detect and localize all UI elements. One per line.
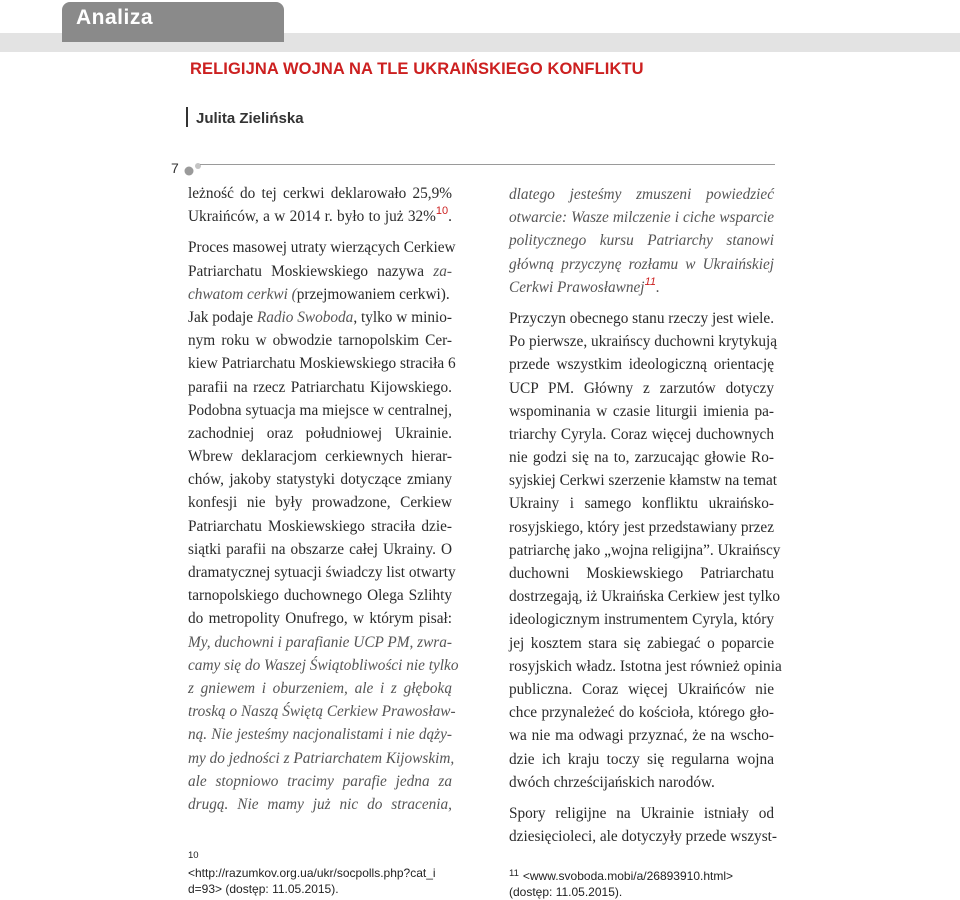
text-line: publiczna. Coraz więcej Ukraińców nie bbox=[509, 680, 774, 698]
text-line: Spory religijne na Ukrainie istniały od bbox=[509, 804, 774, 822]
text-line: UCP PM. Główny z zarzutów dotyczy bbox=[509, 379, 774, 397]
author-name: Julita Zielińska bbox=[196, 110, 304, 127]
section-tab: Analiza bbox=[62, 2, 284, 42]
text-line: Jak podaje Radio Swoboda, tylko w minio- bbox=[188, 308, 452, 326]
right-column bbox=[509, 183, 782, 848]
text-line: drugą. Nie mamy już nic do stracenia, bbox=[188, 795, 452, 813]
text-line: My, duchowni i parafianie UCP PM, zwra- bbox=[188, 633, 453, 651]
text-line: kiew Patriarchatu Moskiewskiego straciła 6 bbox=[188, 355, 456, 373]
text-line: my do jedności z Patriarchatem Kijowskim, bbox=[188, 749, 455, 767]
text-line: Proces masowej utraty wierzących Cerkiew bbox=[188, 239, 456, 257]
text-line: ideologicznym instrumentem Cyryla, który bbox=[509, 611, 774, 629]
text-line: Ukrainy i samego konfliktu ukraińsko- bbox=[509, 495, 774, 513]
footnote-ref: 11 bbox=[644, 275, 656, 288]
text-line: ale stopniowo tracimy parafie jedna za bbox=[188, 772, 452, 790]
text-line: dlatego jesteśmy zmuszeni powiedzieć bbox=[509, 186, 774, 203]
text-line: parafii na rzecz Patriarchatu Kijowskiego. bbox=[188, 378, 452, 396]
text-line: patriarchę jako „wojna religijna”. Ukraińscy bbox=[509, 541, 781, 559]
text-line: zachodniej oraz południowej Ukrainie. bbox=[188, 424, 452, 442]
text-line: ną. Nie jesteśmy nacjonalistami i nie dąży- bbox=[188, 726, 452, 744]
paragraph-gap bbox=[509, 299, 774, 307]
author-bar bbox=[186, 107, 188, 127]
header-rule bbox=[200, 164, 775, 165]
text-line: chce przynależeć do kościoła, którego gło- bbox=[509, 704, 774, 722]
text-line: rosyjskiego, który jest przedstawiany przez bbox=[509, 518, 774, 536]
text-line: nym roku w obwodzie tarnopolskim Cer- bbox=[188, 332, 452, 350]
text-line: Wbrew deklaracjom cerkiewnych hierar- bbox=[188, 448, 452, 466]
text-line: z gniewem i oburzeniem, ale i z głęboką bbox=[188, 679, 452, 697]
text-line: dwóch chrześcijańskich narodów. bbox=[509, 773, 715, 791]
text-line: do metropolity Onufrego, w którym pisał: bbox=[188, 610, 452, 628]
section-header-bar bbox=[0, 0, 960, 52]
left-column bbox=[188, 182, 459, 816]
text-line: duchowni Moskiewskiego Patriarchatu bbox=[509, 565, 774, 582]
paragraph-gap bbox=[509, 794, 774, 802]
text-line: siątki parafii na obszarze całej Ukrainy. O bbox=[188, 540, 452, 558]
text-line: dramatycznej sytuacji świadczy list otwarty bbox=[188, 564, 456, 581]
page-number: 7 bbox=[171, 160, 179, 176]
footnote-text: (dostęp: 11.05.2015). bbox=[509, 884, 623, 899]
text-line: politycznego kursu Patriarchy stanowi bbox=[509, 232, 774, 250]
footnote-ref: 10 bbox=[435, 205, 449, 218]
text-line: troską o Naszą Świętą Cerkiew Prawosław- bbox=[188, 703, 456, 721]
text-line: dzie ich kraju toczy się regularna wojna bbox=[509, 750, 774, 768]
decorative-dots-icon bbox=[182, 160, 222, 180]
footnote-text: <http://razumkov.org.ua/ukr/socpolls.php?cat_i bbox=[188, 866, 436, 880]
footnote-link: <www.svoboda.mobi/a/26893910.html> bbox=[522, 869, 734, 883]
text-line: chów, jakoby statystyki dotyczące zmiany bbox=[188, 471, 452, 489]
footnote-11 bbox=[509, 866, 733, 900]
text-line: wa nie ma odwagi przyznać, że na wscho- bbox=[509, 727, 774, 745]
paragraph-gap bbox=[188, 228, 452, 236]
text-line: tarnopolskiego duchownego Olega Szlihty bbox=[188, 587, 452, 605]
text-line: syjskiej Cerkwi szerzenie kłamstw na temat bbox=[509, 472, 778, 490]
footnote-number: 10 bbox=[188, 850, 199, 861]
text-line: Patriarchatu Moskiewskiego nazywa za- bbox=[188, 262, 452, 280]
text-line: otwarcie: Wasze milczenie i ciche wsparcie bbox=[509, 209, 774, 227]
text-line: Cerkwi Prawosławnej$^{11}$. bbox=[509, 275, 660, 296]
text-line: camy się do Waszej Świątobliwości nie tylko bbox=[188, 656, 459, 674]
text-line: przede wszystkim ideologiczną orientację bbox=[509, 356, 774, 374]
text-line: Po pierwsze, ukraińscy duchowni krytykują bbox=[509, 333, 778, 351]
text-line: dziesięcioleci, ale dotyczyły przede wszyst- bbox=[509, 828, 778, 846]
text-line: rosyjskich władz. Istotna jest również opinia bbox=[509, 657, 782, 675]
text-line: triarchy Cyryla. Coraz więcej duchownych bbox=[509, 425, 774, 443]
footnote-text: d=93> (dostęp: 11.05.2015). bbox=[188, 881, 339, 896]
footnote-number: 11 bbox=[509, 868, 519, 879]
article-title: RELIGIJNA WOJNA NA TLE UKRAIŃSKIEGO KONFLIKTU bbox=[190, 60, 644, 78]
text-line: konfesji nie były prowadzone, Cerkiew bbox=[188, 494, 452, 512]
text-line: nie godzi się na to, zarzucając głowie Ro- bbox=[509, 449, 774, 467]
text-line: jej kosztem stara się zabiegać o poparcie bbox=[509, 634, 774, 652]
text-line: Ukraińców, a w 2014 r. było to już 32%$^{10}$. bbox=[188, 205, 452, 226]
text-line: leżność do tej cerkwi deklarowało 25,9% bbox=[188, 185, 452, 202]
text-line: wspominania w czasie liturgii imienia pa- bbox=[509, 402, 774, 420]
text-line: Przyczyn obecnego stanu rzeczy jest wiele. bbox=[509, 309, 775, 327]
footnote-text bbox=[509, 866, 733, 885]
text-line: dostrzegają, iż Ukraińska Cerkiew jest tylko bbox=[509, 588, 781, 606]
text-line: główną przyczynę rozłamu w Ukraińskiej bbox=[509, 255, 774, 273]
text-line: Podobna sytuacja ma miejsce w centralnej, bbox=[188, 401, 452, 419]
text-line: chwatom cerkwi (przejmowaniem cerkwi). bbox=[188, 285, 450, 303]
author-line bbox=[186, 107, 304, 127]
text-line: Patriarchatu Moskiewskiego straciła dzie- bbox=[188, 517, 452, 535]
footnote-10 bbox=[188, 866, 436, 897]
